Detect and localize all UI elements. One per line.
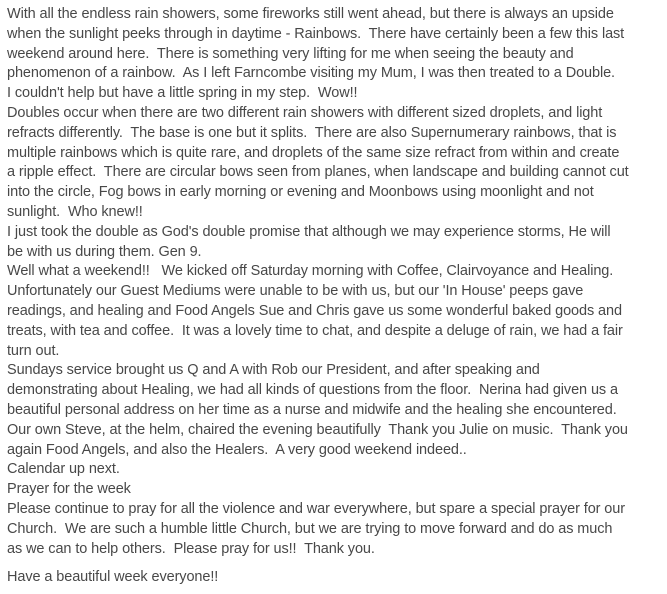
text-line: into the circle, Fog bows in early morning or evening and Moonbows using moonlight and not xyxy=(7,184,594,201)
text-line: refracts differently. The base is one but it splits. There are also Supernumerary rainbows, that is xyxy=(7,124,617,141)
text-line: multiple rainbows which is quite rare, and droplets of the same size refract from within and create xyxy=(7,144,620,161)
text-line: beautiful personal address on her time as a nurse and midwife and the healing she encountered. xyxy=(7,401,617,418)
text-line-signoff: Have a beautiful week everyone!! xyxy=(7,569,219,586)
text-line: weekend around here. There is something very lifting for me when seeing the beauty and xyxy=(7,45,574,62)
text-line: Calendar up next. xyxy=(7,461,120,478)
text-line: Prayer for the week xyxy=(7,481,131,498)
text-line: be with us during them. Gen 9. xyxy=(7,243,202,260)
text-line: Unfortunately our Guest Mediums were unable to be with us, but our 'In House' peeps gave xyxy=(7,283,584,300)
text-line: With all the endless rain showers, some fireworks still went ahead, but there is always an upside xyxy=(7,6,614,22)
text-line: a ripple effect. There are circular bows seen from planes, when landscape and building cannot cut xyxy=(7,164,629,181)
text-line: I couldn't help but have a little spring in my step. Wow!! xyxy=(7,85,358,102)
text-line: sunlight. Who knew!! xyxy=(7,203,143,220)
text-line: Doubles occur when there are two different rain showers with different sized droplets, and light xyxy=(7,104,603,121)
text-line: Sundays service brought us Q and A with Rob our President, and after speaking and xyxy=(7,362,540,379)
text-line: turn out. xyxy=(7,342,60,359)
text-line: phenomenon of a rainbow. As I left Farncombe visiting my Mum, I was then treated to a Double. xyxy=(7,65,615,82)
text-line: as we can to help others. Please pray for us!! Thank you. xyxy=(7,540,375,557)
text-line: I just took the double as God's double promise that although we may experience storms, He will xyxy=(7,223,611,240)
text-line: Please continue to pray for all the violence and war everywhere, but spare a special prayer for our xyxy=(7,500,625,517)
text-line: Well what a weekend!! We kicked off Saturday morning with Coffee, Clairvoyance and Healing. xyxy=(7,263,614,280)
text-line: demonstrating about Healing, we had all kinds of questions from the floor. Nerina had given us a xyxy=(7,382,618,399)
text-line: again Food Angels, and also the Healers. A very good weekend indeed.. xyxy=(7,441,467,458)
text-line: treats, with tea and coffee. It was a lovely time to chat, and despite a deluge of rain, we had a fair xyxy=(7,322,623,339)
text-line: Our own Steve, at the helm, chaired the evening beautifully Thank you Julie on music. Thank you xyxy=(7,421,628,438)
text-line: when the sunlight peeks through in daytime - Rainbows. There have certainly been a few this last xyxy=(7,25,625,42)
text-line: Church. We are such a humble little Church, but we are trying to move forward and do as much xyxy=(7,520,613,537)
text-line: readings, and healing and Food Angels Sue and Chris gave us some wonderful baked goods and xyxy=(7,302,622,319)
